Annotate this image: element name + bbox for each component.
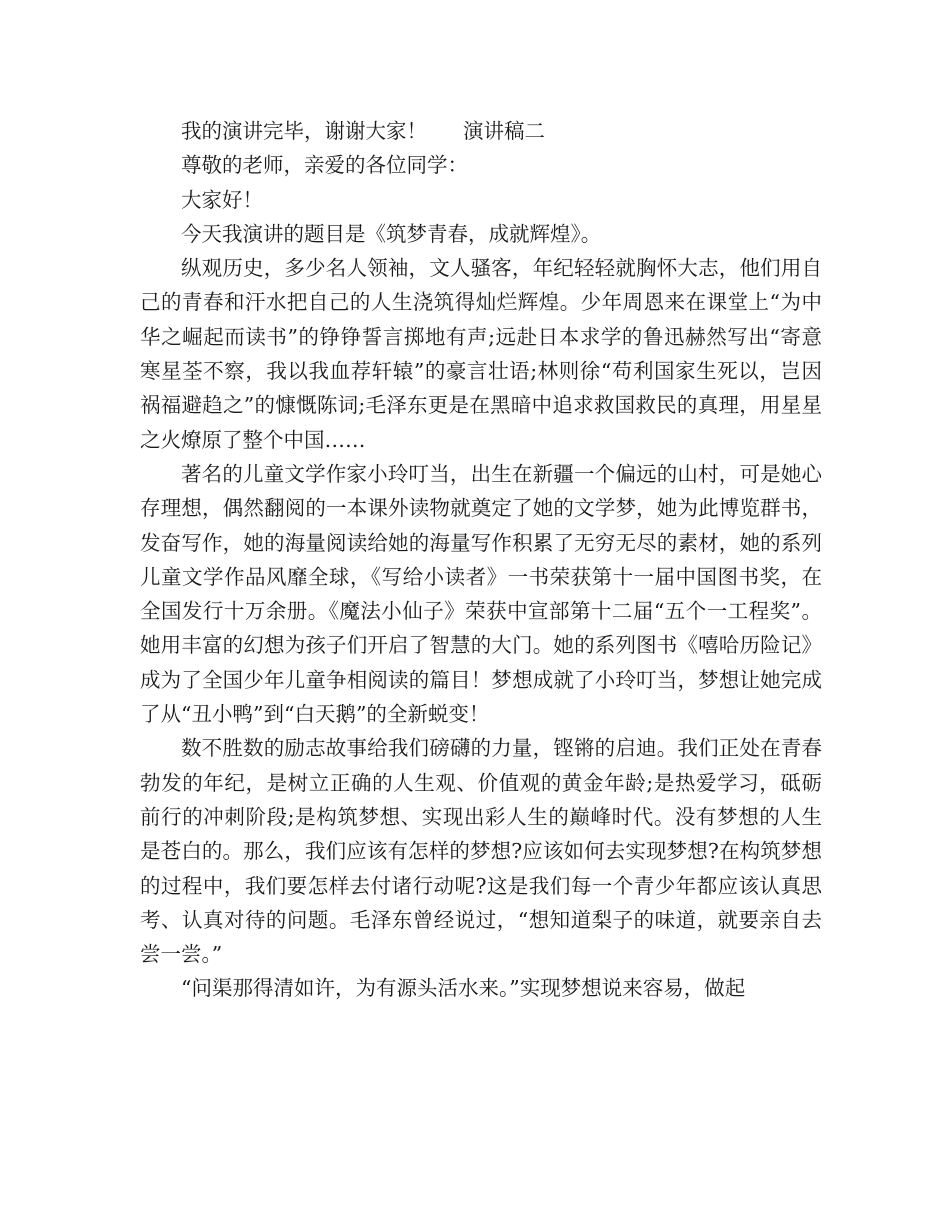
- paragraph-topic: 今天我演讲的题目是《筑梦青春，成就辉煌》。: [181, 221, 602, 246]
- paragraph-history: 纵观历史，多少名人领袖，文人骚客，年纪轻轻就胸怀大志，他们用自己的青春和汗水把自己的人生浇筑得灿烂辉煌。少年周恩来在课堂上“为中华之崛起而读书”的铮铮誓言掷地有声;远赴日本求学的鲁迅赫然写出“寄意寒星荃不察，我以我血荐轩辕”的豪言壮语;林则徐“苟利国家生死以，岂因祸福避趋之”的慷慨陈词;毛泽东更是在黑暗中追求救国救民的真理，用星星之火燎原了整个中国……: [140, 256, 822, 452]
- closing-line: 我的演讲完毕，谢谢大家！: [181, 119, 427, 143]
- closing-line-with-title: [140, 114, 822, 148]
- section-title: 演讲稿二: [463, 119, 545, 143]
- greeting: 大家好！: [181, 187, 263, 212]
- salutation: 尊敬的老师，亲爱的各位同学：: [181, 153, 468, 178]
- paragraph-inspiration: 数不胜数的励志故事给我们磅礴的力量，铿锵的启迪。我们正处在青春勃发的年纪，是树立正确的人生观、价值观的黄金年龄;是热爱学习，砥砺前行的冲刺阶段;是构筑梦想、实现出彩人生的巅峰时代。没有梦想的人生是苍白的。那么，我们应该有怎样的梦想?应该如何去实现梦想?在构筑梦想的过程中，我们要怎样去付诸行动呢?这是我们每一个青少年都应该认真思考、认真对待的问题。毛泽东曾经说过，“想知道梨子的味道，就要亲自去尝一尝。”: [140, 736, 822, 967]
- document-body: [140, 114, 822, 1006]
- paragraph-author-story: 著名的儿童文学作家小玲叮当，出生在新疆一个偏远的山村，可是她心存理想，偶然翻阅的一本课外读物就奠定了她的文学梦，她为此博览群书，发奋写作，她的海量阅读给她的海量写作积累了无穷无尽的素材，她的系列儿童文学作品风靡全球，《写给小读者》一书荣获第十一届中国图书奖，在全国发行十万余册。《魔法小仙子》荣获中宣部第十二届“五个一工程奖”。她用丰富的幻想为孩子们开启了智慧的大门。她的系列图书《嘻哈历险记》成为了全国少年儿童争相阅读的篇目！梦想成就了小玲叮当，梦想让她完成了从“丑小鸭”到“白天鹅”的全新蜕变！: [140, 461, 822, 727]
- paragraph-continuation: “问渠那得清如许，为有源头活水来。”实现梦想说来容易，做起: [181, 976, 746, 1001]
